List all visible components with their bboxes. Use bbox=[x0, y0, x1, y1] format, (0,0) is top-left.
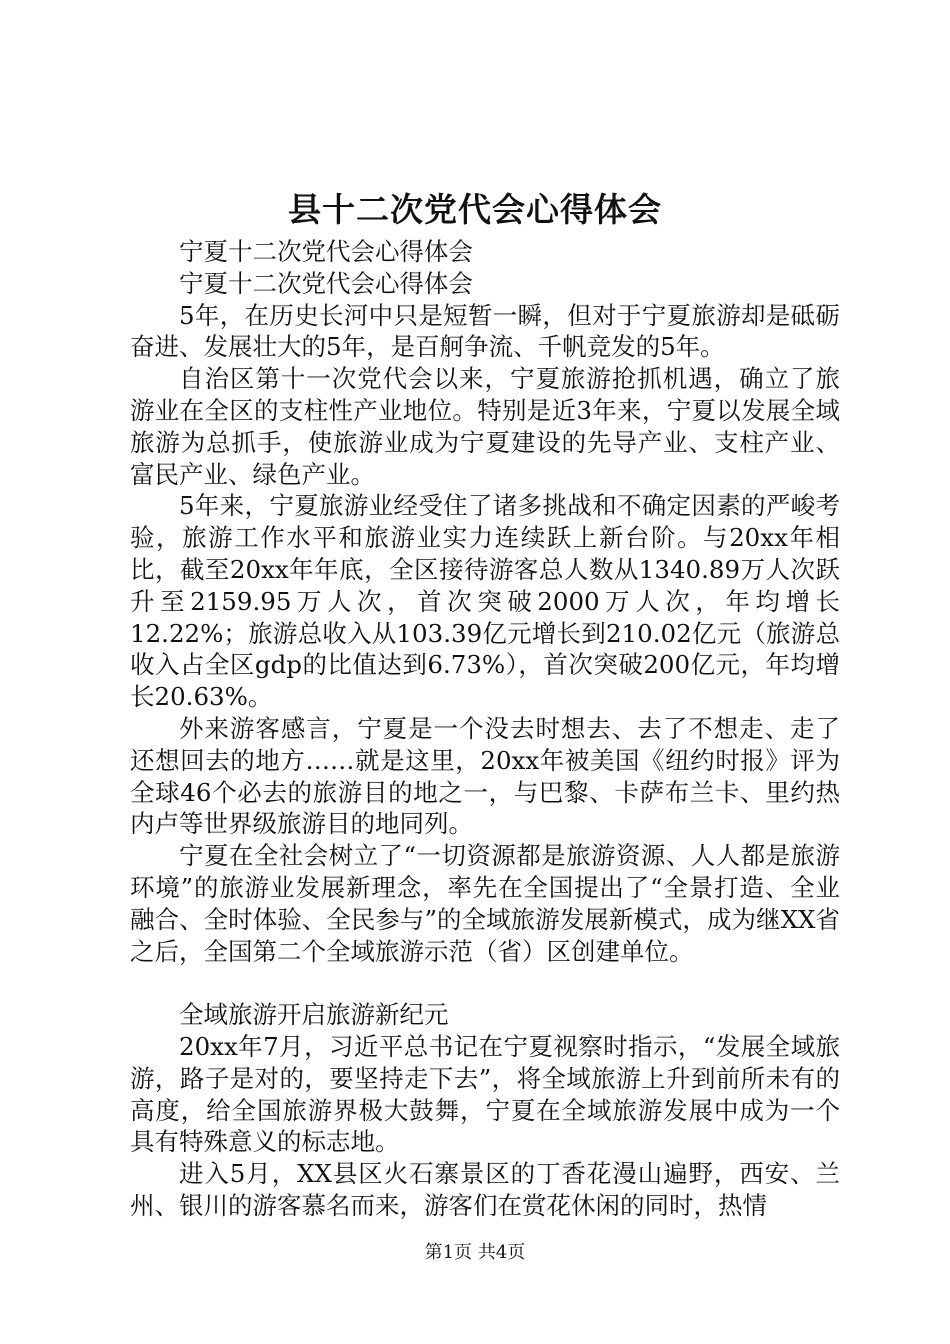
document-title: 县十二次党代会心得体会 bbox=[288, 190, 662, 229]
paragraph: 外来游客感言，宁夏是一个没去时想去、去了不想走、走了还想回去的地方……就是这里，20xx年被美国《纽约时报》评为全球46个必去的旅游目的地之一，与巴黎、卡萨布兰卡、里约热内卢等世界级旅游目的地同列。 bbox=[130, 713, 840, 839]
document-body bbox=[130, 236, 840, 1222]
page-footer: 第1页 共4页 bbox=[424, 1242, 526, 1263]
paragraph: 5年，在历史长河中只是短暂一瞬，但对于宁夏旅游却是砥砺奋进、发展壮大的5年，是百舸争流、千帆竞发的5年。 bbox=[130, 300, 840, 362]
paragraph: 宁夏在全社会树立了“一切资源都是旅游资源、人人都是旅游环境”的旅游业发展新理念，率先在全国提出了“全景打造、全业融合、全时体验、全民参与”的全域旅游发展新模式，成为继XX省之后，全国第二个全域旅游示范（省）区创建单位。 bbox=[130, 841, 840, 966]
paragraph: 5年来，宁夏旅游业经受住了诸多挑战和不确定因素的严峻考验，旅游工作水平和旅游业实力连续跃上新台阶。与20xx年相比，截至20xx年年底，全区接待游客总人数从1340.89万人次跃升至2159.95万人次，首次突破2000万人次，年均增长12.22%；旅游总收入从103.39亿元增长到210.02亿元（旅游总收入占全区gdp的比值达到6.73%），首次突破200亿元，年均增长20.63%。 bbox=[130, 491, 840, 712]
paragraph: 自治区第十一次党代会以来，宁夏旅游抢抓机遇，确立了旅游业在全区的支柱性产业地位。特别是近3年来，宁夏以发展全域旅游为总抓手，使旅游业成为宁夏建设的先导产业、支柱产业、富民产业、绿色产业。 bbox=[130, 364, 840, 489]
paragraph: 20xx年7月，习近平总书记在宁夏视察时指示，“发展全域旅游，路子是对的，要坚持走下去”，将全域旅游上升到前所未有的高度，给全国旅游界极大鼓舞，宁夏在全域旅游发展中成为一个具有特殊意义的标志地。 bbox=[130, 1031, 840, 1157]
paragraph: 宁夏十二次党代会心得体会 bbox=[179, 268, 473, 298]
blank-line bbox=[130, 967, 840, 999]
paragraph: 进入5月，XX县区火石寨景区的丁香花漫山遍野，西安、兰州、银川的游客慕名而来，游客们在赏花休闲的同时，热情 bbox=[130, 1159, 840, 1220]
paragraph: 宁夏十二次党代会心得体会 bbox=[179, 237, 473, 266]
section-heading: 全域旅游开启旅游新纪元 bbox=[179, 1000, 449, 1030]
